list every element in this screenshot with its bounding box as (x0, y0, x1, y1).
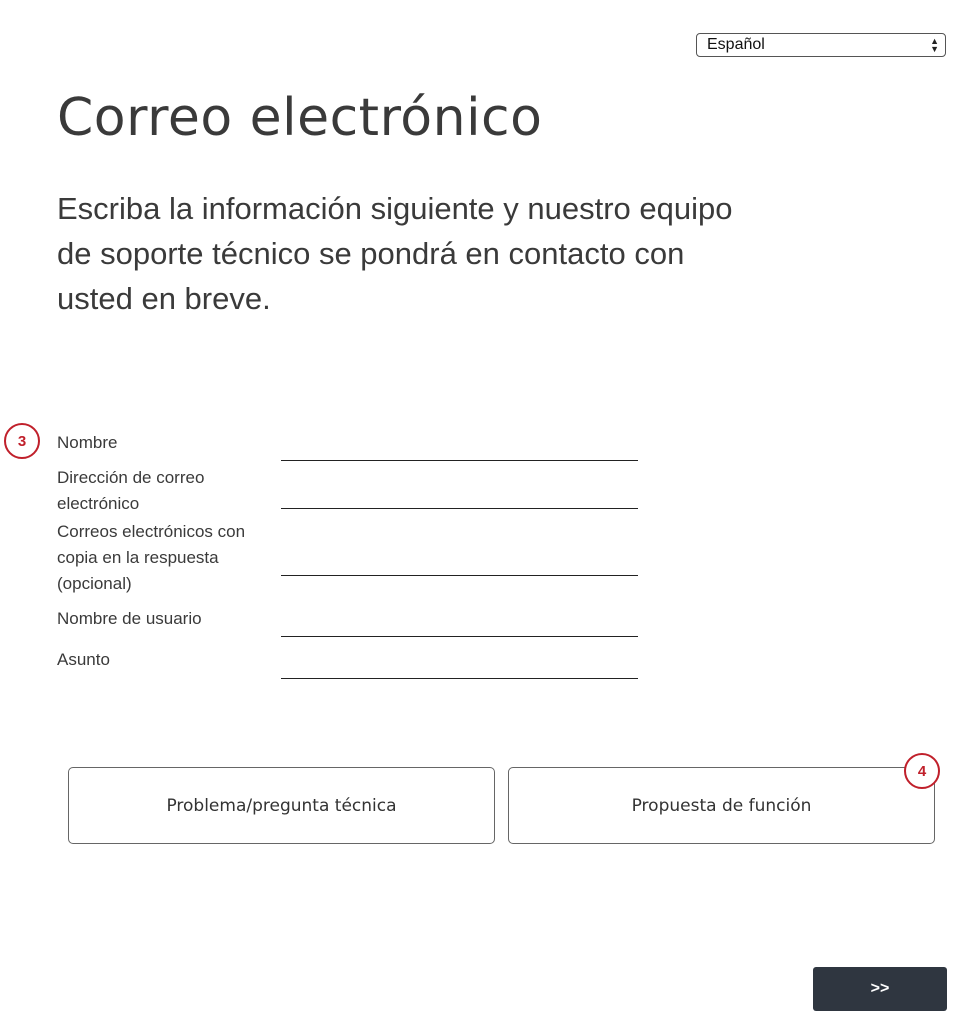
technical-question-button-label: Problema/pregunta técnica (166, 795, 397, 816)
email-field[interactable] (281, 478, 638, 509)
intro-line: de soporte técnico se pondrá en contacto con (57, 236, 685, 271)
page-title: Correo electrónico (57, 88, 543, 148)
email-label (57, 465, 277, 517)
intro-line: usted en breve. (57, 281, 271, 316)
subject-label-line: Asunto (57, 650, 110, 669)
up-down-arrows-icon: ▲ ▼ (930, 36, 939, 54)
intro-line: Escriba la información siguiente y nuestro equipo (57, 191, 733, 226)
cc-emails-label-line: copia en la respuesta (57, 548, 219, 567)
email-label-line: electrónico (57, 494, 140, 513)
name-field[interactable] (281, 430, 638, 461)
next-button-label: >> (870, 980, 890, 997)
intro-text (57, 186, 817, 321)
subject-label (57, 647, 277, 673)
cc-emails-label-line: Correos electrónicos con (57, 522, 246, 541)
name-label-line: Nombre (57, 433, 118, 452)
language-select-value: Español (707, 36, 765, 53)
username-label-line: Nombre de usuario (57, 609, 202, 628)
next-button[interactable] (813, 967, 947, 1011)
feature-proposal-button[interactable] (508, 767, 935, 844)
name-label (57, 430, 277, 456)
step-badge-4: 4 (904, 753, 940, 789)
step-badge-3: 3 (4, 423, 40, 459)
username-field[interactable] (281, 606, 638, 637)
feature-proposal-button-label: Propuesta de función (631, 795, 812, 816)
subject-field[interactable] (281, 648, 638, 679)
cc-emails-label-line: (opcional) (57, 574, 132, 593)
email-label-line: Dirección de correo (57, 468, 205, 487)
language-select[interactable] (696, 33, 946, 57)
cc-emails-field[interactable] (281, 545, 638, 576)
cc-emails-label (57, 519, 277, 597)
technical-question-button[interactable] (68, 767, 495, 844)
username-label (57, 606, 277, 632)
